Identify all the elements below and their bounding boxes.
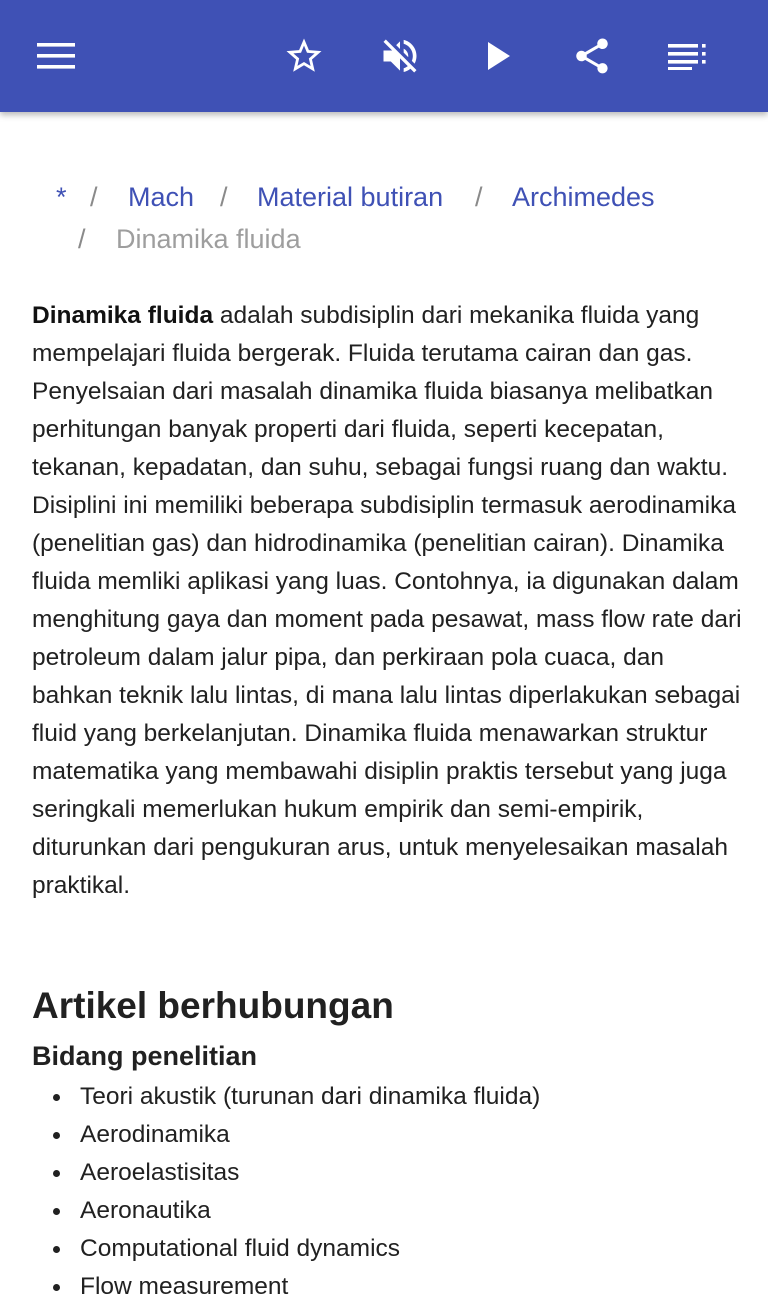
breadcrumb-item-mach[interactable]: Mach [128,182,195,212]
list-item-label: Computational fluid dynamics [80,1235,401,1262]
bullet [53,1170,60,1177]
app-toolbar [0,0,768,112]
list-item-label: Teori akustik (turunan dari dinamika fluida) [80,1083,541,1110]
article-body [32,297,742,905]
article-text: adalah subdisiplin dari mekanika fluida yang mempelajari fluida bergerak. Fluida terutama cairan dan gas. Penyelsaian dari masalah dinamika fluida biasanya melibatkan perhitungan banyak properti dari fluida, seperti kecepatan, tekanan, kepadatan, dan suhu, sebagai fungsi ruang dan waktu. Disiplini ini memiliki beberapa subdisiplin termasuk aerodinamika (penelitian gas) dan hidrodinamika (penelitian cairan). Dinamika fluida memliki aplikasi yang luas. Contohnya, ia digunakan dalam menghitung gaya dan moment pada pesawat, mass flow rate dari petroleum dalam jalur pipa, dan perkiraan pola cuaca, dan bahkan teknik lalu lintas, di mana lalu lintas diperlakukan sebagai fluid yang berkelanjutan. Dinamika fluida menawarkan struktur matematika yang membawahi disiplin praktis tersebut yang juga seringkali memerlukan hukum empirik dan semi-empirik, diturunkan dari pengukuran arus, untuk menyelesaikan masalah praktikal. [32,302,742,899]
play-icon[interactable] [468,26,528,86]
article-content [0,112,768,1300]
related-subheading: Bidang penelitian [32,1041,258,1071]
menu-icon[interactable] [26,26,86,86]
list-item-label: Aeronautika [80,1197,211,1224]
bullet [53,1246,60,1253]
list-item[interactable] [0,1268,768,1306]
volume-off-icon[interactable] [370,26,430,86]
breadcrumb-separator: / [90,182,98,212]
breadcrumb-current: Dinamika fluida [116,224,301,254]
breadcrumb-separator: / [78,224,86,254]
related-heading: Artikel berhubungan [32,985,394,1026]
bullet [53,1284,60,1291]
playlist-icon[interactable] [658,26,718,86]
breadcrumb-separator: / [220,182,228,212]
list-item[interactable] [0,1154,768,1192]
list-item[interactable] [0,1230,768,1268]
list-item[interactable] [0,1116,768,1154]
share-icon[interactable] [562,26,622,86]
star-outline-icon[interactable] [274,26,334,86]
list-item-label: Aeroelastisitas [80,1159,240,1186]
breadcrumb-item-material-butiran[interactable]: Material butiran [257,182,444,212]
list-item-label: Aerodinamika [80,1121,230,1148]
list-item[interactable] [0,1078,768,1116]
breadcrumb-item-home[interactable]: * [56,182,67,212]
article-term: Dinamika fluida [32,302,214,329]
list-item-label: Flow measurement [80,1273,289,1300]
related-list [0,1078,768,1306]
breadcrumb-item-archimedes[interactable]: Archimedes [512,182,655,212]
bullet [53,1094,60,1101]
list-item[interactable] [0,1192,768,1230]
bullet [53,1208,60,1215]
breadcrumb-separator: / [475,182,483,212]
bullet [53,1132,60,1139]
